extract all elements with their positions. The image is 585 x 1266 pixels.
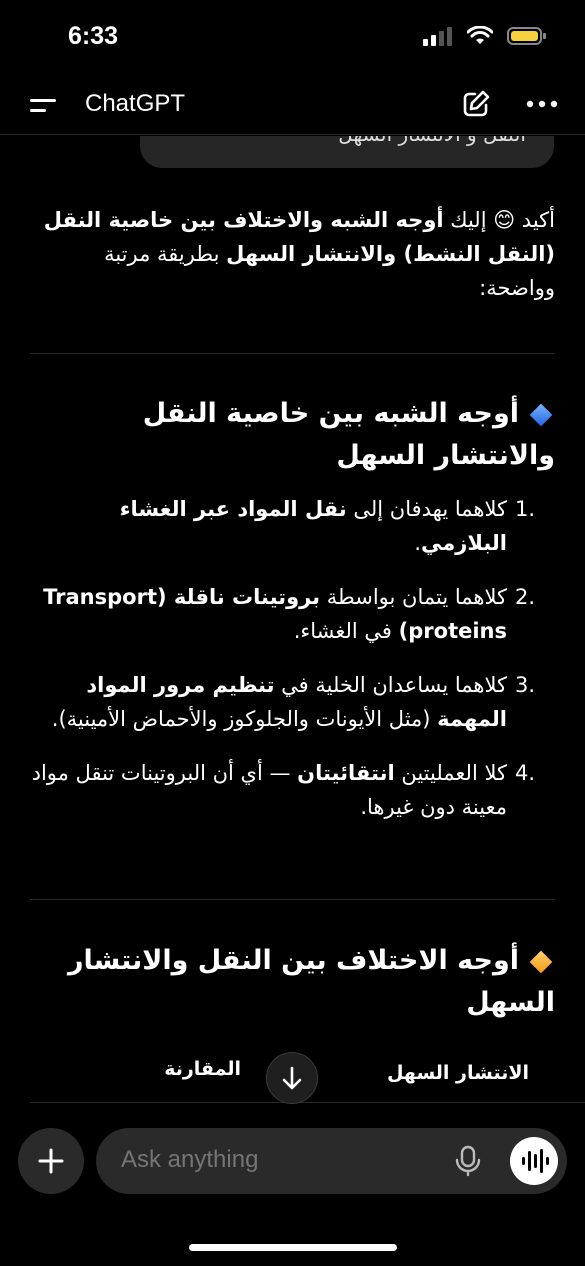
blue-diamond-icon bbox=[530, 403, 553, 426]
list-text: كلا العمليتين bbox=[394, 761, 507, 785]
arrow-down-icon bbox=[267, 1053, 317, 1103]
list-item bbox=[30, 756, 555, 824]
voice-mode-button[interactable] bbox=[510, 1137, 558, 1185]
intro-text: إليك bbox=[443, 208, 494, 232]
more-icon[interactable] bbox=[526, 98, 558, 110]
section-divider bbox=[30, 899, 555, 900]
wifi-icon bbox=[467, 26, 493, 46]
app-header bbox=[0, 78, 585, 136]
status-bar bbox=[0, 0, 585, 78]
smile-emoji-icon: 😊 bbox=[493, 208, 516, 232]
plus-icon bbox=[18, 1128, 84, 1194]
section-heading-differences bbox=[30, 940, 555, 1024]
list-number: 1. bbox=[515, 497, 536, 521]
table-header-cell: المقارنة bbox=[164, 1058, 241, 1080]
list-bold-text: انتقائيتان bbox=[297, 761, 395, 785]
list-text: كلاهما يساعدان الخلية في bbox=[274, 673, 507, 697]
table-header-cell: الانتشار السهل bbox=[386, 1062, 529, 1084]
section-title: أوجه الشبه بين خاصية النقل والانتشار السهل bbox=[142, 398, 555, 471]
list-item bbox=[30, 492, 555, 560]
list-bold-text: تنظيم مرور المواد المهمة bbox=[86, 673, 507, 731]
mic-icon[interactable] bbox=[454, 1145, 482, 1177]
status-icons bbox=[423, 26, 547, 46]
list-number: 2. bbox=[515, 585, 536, 609]
list-text: (مثل الأيونات والجلوكوز والأحماض الأمينية). bbox=[51, 707, 438, 731]
list-text: كلاهما يتمان بواسطة bbox=[320, 585, 507, 609]
list-text: — أي أن البروتينات تنقل مواد معينة دون غيرها. bbox=[31, 761, 507, 819]
battery-icon bbox=[507, 26, 547, 46]
assistant-intro bbox=[30, 203, 555, 305]
composer bbox=[96, 1128, 567, 1194]
cellular-signal-icon bbox=[423, 26, 453, 46]
status-time: 6:33 bbox=[68, 22, 119, 50]
intro-bold-text: أوجه الشبه والاختلاف بين خاصية النقل (النقل النشط) والانتشار السهل bbox=[43, 208, 555, 266]
orange-diamond-icon bbox=[530, 950, 553, 973]
intro-text: بطريقة مرتبة وواضحة: bbox=[104, 242, 555, 300]
section-divider bbox=[30, 353, 555, 354]
list-item bbox=[30, 580, 555, 648]
home-indicator bbox=[189, 1244, 397, 1251]
voice-waveform-icon bbox=[510, 1137, 558, 1185]
list-number: 4. bbox=[515, 761, 536, 785]
section-heading-similarities bbox=[30, 393, 555, 477]
list-text: . bbox=[414, 531, 422, 555]
list-bold-text: نقل المواد عبر الغشاء البلازمي bbox=[119, 497, 507, 555]
menu-icon[interactable] bbox=[30, 95, 56, 117]
app-title[interactable]: ChatGPT bbox=[85, 90, 186, 117]
similarities-list bbox=[30, 492, 555, 844]
list-item bbox=[30, 668, 555, 736]
header-divider bbox=[0, 134, 585, 135]
list-bold-text: بروتينات ناقلة (Transport proteins) bbox=[43, 585, 507, 643]
list-number: 3. bbox=[515, 673, 536, 697]
intro-text: أكيد bbox=[515, 208, 555, 232]
new-chat-icon[interactable] bbox=[461, 89, 491, 119]
scroll-down-button[interactable] bbox=[266, 1052, 318, 1104]
list-text: كلاهما يهدفان إلى bbox=[346, 497, 507, 521]
list-text: في الغشاء. bbox=[293, 619, 399, 643]
message-input[interactable] bbox=[121, 1146, 421, 1174]
section-title: أوجه الاختلاف بين النقل والانتشار السهل bbox=[67, 945, 555, 1018]
attach-button[interactable] bbox=[18, 1128, 84, 1194]
